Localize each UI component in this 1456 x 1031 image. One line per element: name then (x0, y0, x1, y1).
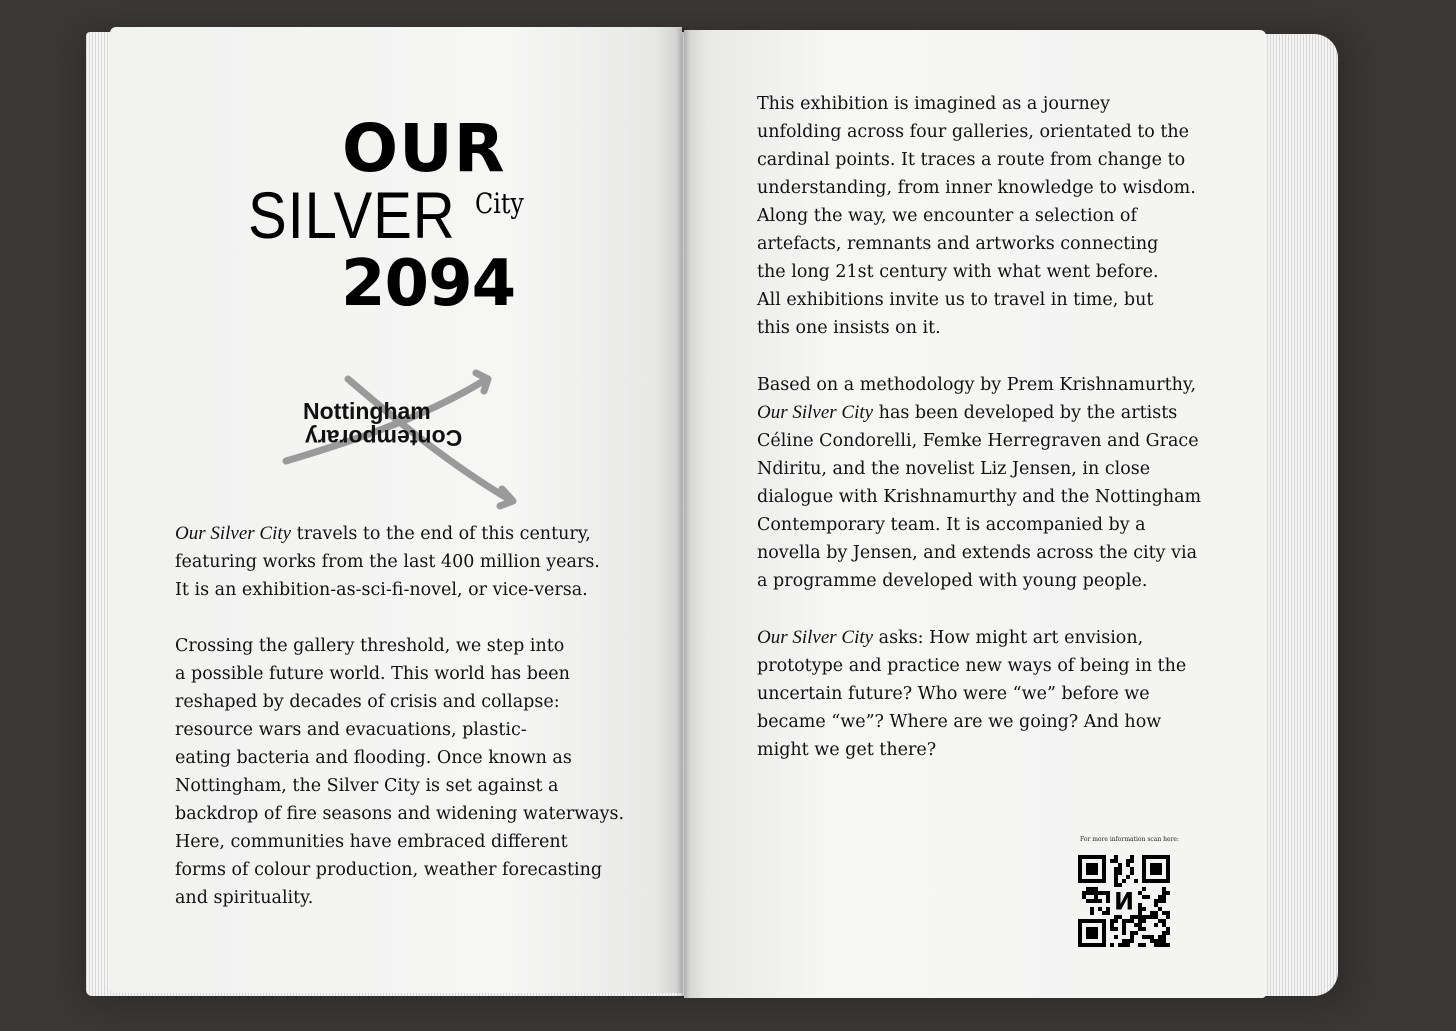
paragraph-text: featuring works from the last 400 million years. It is an exhibition-as-sci-fi-novel, or vice-versa. (175, 552, 600, 600)
logo-contemporary-flipped: Contemporary (305, 425, 463, 451)
paragraph-text: has been developed by the artists (873, 403, 1178, 423)
book-gutter (676, 28, 690, 998)
title-year: 2094 (341, 247, 516, 321)
paragraph-text: travels to the end of this century, (291, 524, 591, 544)
title-silver: SILVER (248, 178, 456, 252)
logo-nottingham: Nottingham (303, 398, 431, 424)
qr-center-glyph: И (1113, 887, 1135, 916)
paragraph-text: Céline Condorelli, Femke Herregraven and Grace Ndiritu, and the novelist Liz Jensen, in close dialogue with Krishnamurthy and the Nottingham Contemporary team. It is accompanied by a novella by Jensen, and extends across the city via a programme developed with young people. (757, 431, 1202, 591)
right-paragraph-3 (757, 624, 1186, 764)
italic-lead: Our Silver City (175, 523, 292, 544)
right-paragraph-1: This exhibition is imagined as a journey unfolding across four galleries, orientated to the cardinal points. It traces a route from change to understanding, from inner knowledge to wisdom. Along the way, we encounter a selection of artefacts, remnants and artworks connecting the long 21st century with what went before. All exhibitions invite us to travel in time, but this one insists on it. (757, 94, 1196, 338)
paragraph-text: prototype and practice new ways of being in the uncertain future? Who were “we” before we became “we”? Where are we going? And how might we get there? (757, 656, 1187, 760)
paragraph-text: asks: How might art envision, (873, 628, 1144, 648)
qr-caption: For more information scan here: (1080, 836, 1179, 843)
paragraph-text: Based on a methodology by Prem Krishnamurthy, (757, 375, 1197, 395)
right-paragraph-2 (757, 371, 1201, 595)
title-city: City (475, 187, 524, 220)
left-paragraph-2: Crossing the gallery threshold, we step into a possible future world. This world has been reshaped by decades of crisis and collapse: resource wars and evacuations, plastic- eating bacteria and flooding. Once known as Nottingham, the Silver City is set against a backdrop of fire seasons and widening waterways. Here, communities have embraced different forms of colour production, weather forecasting and spirituality. (175, 636, 625, 908)
italic-lead: Our Silver City (757, 402, 874, 423)
qr-code-icon[interactable] (1078, 855, 1170, 947)
italic-lead: Our Silver City (757, 627, 874, 648)
title-our: OUR (342, 110, 506, 187)
left-paragraph-1 (175, 520, 600, 604)
